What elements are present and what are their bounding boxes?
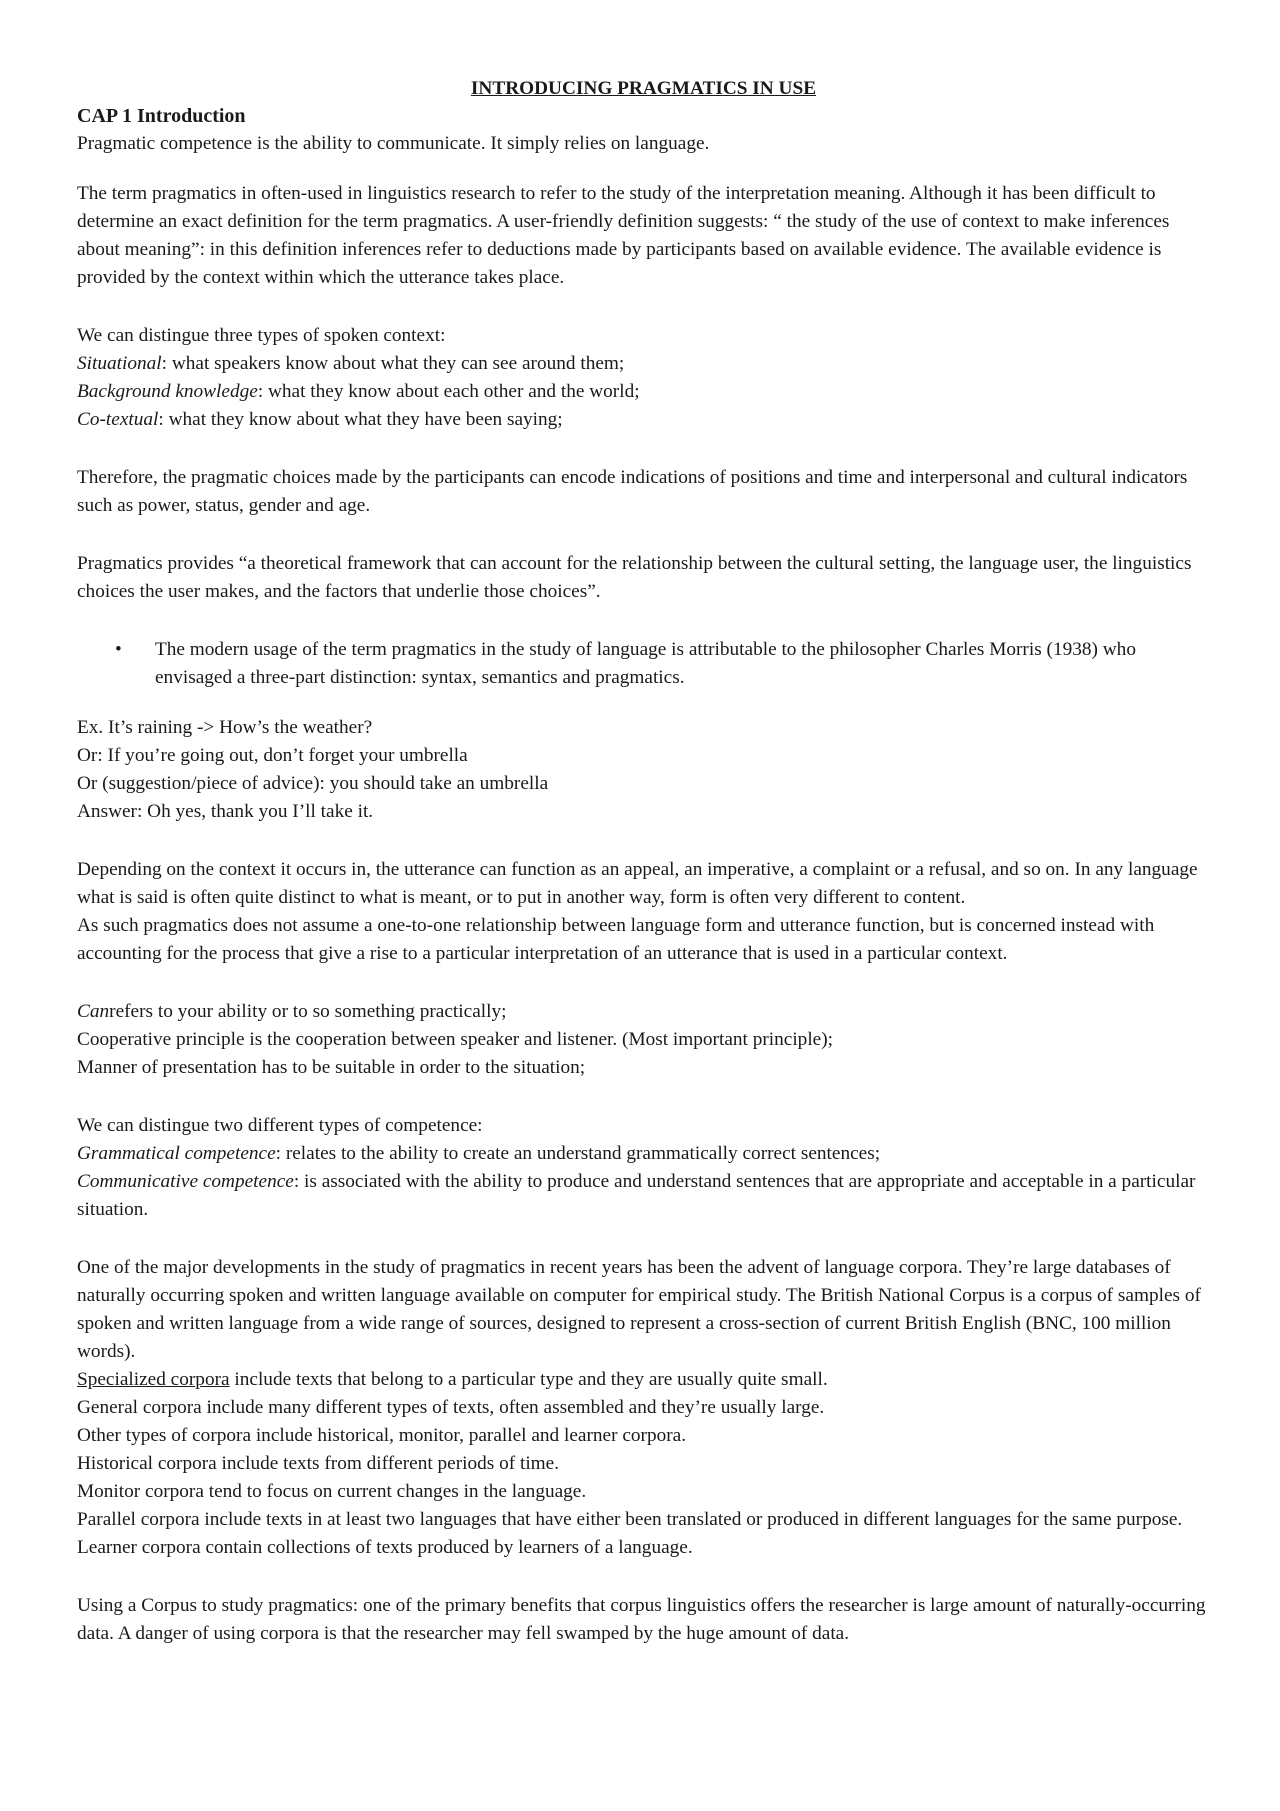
bullet-symbol: • [115,639,122,660]
corpora-line: Other types of corpora include historical, monitor, parallel and learner corpora. [77,1425,687,1446]
chapter-heading: CAP 1 Introduction [77,105,246,127]
competence-communicative [77,1168,1210,1224]
example-line: Ex. It’s raining -> How’s the weather? [77,717,373,738]
paragraph-competence: Pragmatic competence is the ability to communicate. It simply relies on language. [77,133,710,154]
context-text: : what they know about each other and the world; [257,381,640,402]
example-line: Or: If you’re going out, don’t forget your umbrella [77,745,468,766]
competence-text: : is associated with the ability to produce and understand sentences that are appropriate and acceptable in a particular situation. [77,1171,1196,1220]
context-type-situational [77,350,1210,378]
context-term: Background knowledge [77,381,258,402]
competence-grammatical [77,1140,1210,1168]
competence-text: : relates to the ability to create an understand grammatically correct sentences; [275,1143,881,1164]
can-term: Can [77,1001,110,1022]
bullet-item [77,636,1210,692]
example-line: Or (suggestion/piece of advice): you should take an umbrella [77,773,549,794]
corpora-line: Monitor corpora tend to focus on current changes in the language. [77,1481,587,1502]
corpora-line: General corpora include many different types of texts, often assembled and they’re usually large. [77,1397,825,1418]
context-type-cotextual [77,406,1210,434]
context-term: Co-textual [77,409,159,430]
can-line [77,998,1210,1026]
paragraph-corpora: One of the major developments in the study of pragmatics in recent years has been the advent of language corpora. They’re large databases of naturally occurring spoken and written language available on computer for empirical study. The British National Corpus is a corpus of samples of spoken and written language from a wide range of sources, designed to represent a cross-section of current British English (BNC, 100 million words). [77,1257,1201,1362]
paragraph-form-function: As such pragmatics does not assume a one-to-one relationship between language form and utterance function, but is concerned instead with accounting for the process that give a rise to a particular interpretation of an utterance that is used in a particular context. [77,915,1155,964]
cooperative-line: Cooperative principle is the cooperation between speaker and listener. (Most important principle); [77,1029,834,1050]
paragraph-term-pragmatics: The term pragmatics in often-used in linguistics research to refer to the study of the interpretation meaning. Although it has been difficult to determine an exact definition for the term pragmatics. A user-friendly definition suggests: “ the study of the use of context to make inferences about meaning”: in this definition inferences refer to deductions made by participants based on available evidence. The available evidence is provided by the context within which the utterance takes place. [77,183,1170,288]
competence-term: Communicative competence [77,1171,294,1192]
corpora-line: Historical corpora include texts from different periods of time. [77,1453,560,1474]
corpora-line: Learner corpora contain collections of texts produced by learners of a language. [77,1537,693,1558]
corpora-line: Parallel corpora include texts in at least two languages that have either been translated or produced in different languages for the same purpose. [77,1509,1183,1530]
paragraph-using-corpus: Using a Corpus to study pragmatics: one of the primary benefits that corpus linguistics offers the researcher is large amount of naturally-occurring data. A danger of using corpora is that the researcher may fell swamped by the huge amount of data. [77,1595,1206,1644]
can-text: refers to your ability or to so something practically; [109,1001,507,1022]
document-title: INTRODUCING PRAGMATICS IN USE [470,78,817,99]
competence-intro: We can distingue two different types of competence: [77,1115,483,1136]
paragraph-pragmatic-choices: Therefore, the pragmatic choices made by the participants can encode indications of positions and time and interpersonal and cultural indicators such as power, status, gender and age. [77,467,1188,516]
bullet-text: The modern usage of the term pragmatics in the study of language is attributable to the philosopher Charles Morris (1938) who envisaged a three-part distinction: syntax, semantics and pragmatics. [155,639,1136,688]
context-intro: We can distingue three types of spoken context: [77,325,446,346]
manner-line: Manner of presentation has to be suitable in order to the situation; [77,1057,586,1078]
competence-term: Grammatical competence [77,1143,276,1164]
paragraph-context-function: Depending on the context it occurs in, the utterance can function as an appeal, an imperative, a complaint or a refusal, and so on. In any language what is said is often quite distinct to what is meant, or to put in another way, form is often very different to content. [77,859,1198,908]
context-term: Situational [77,353,162,374]
specialized-corpora-term: Specialized corpora [77,1369,230,1390]
context-text: : what speakers know about what they can see around them; [161,353,625,374]
specialized-corpora-line [77,1366,1210,1394]
example-line: Answer: Oh yes, thank you I’ll take it. [77,801,374,822]
paragraph-framework: Pragmatics provides “a theoretical framework that can account for the relationship between the cultural setting, the language user, the linguistics choices the user makes, and the factors that underlie those choices”. [77,553,1192,602]
context-text: : what they know about what they have been saying; [158,409,563,430]
context-type-background [77,378,1210,406]
specialized-corpora-text: include texts that belong to a particular type and they are usually quite small. [229,1369,828,1390]
